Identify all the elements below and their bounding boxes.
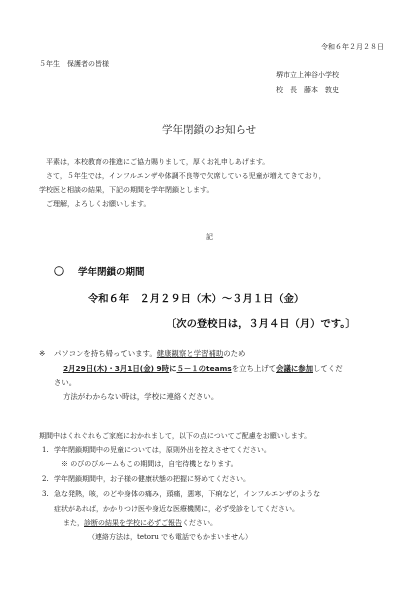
intro-line-4: ご理解，よろしくお願いします。 <box>46 200 151 208</box>
online-dates-time: 2月29日(木)・3月1日(金) 9時 <box>63 364 170 373</box>
contact-method: （連絡方法は，tetoru でも電話でもかまいません） <box>88 533 253 541</box>
pc-note-line-3: さい。 <box>54 378 77 387</box>
intro-line-2: さて，５年生では，インフルエンザや体調不良等で欠席している児童が増えてきており， <box>46 172 326 180</box>
notice-intro: 期間中はくれぐれもご家庭におかれまして，以下の点についてご配慮をお願いします。 <box>39 432 312 440</box>
report-diagnosis: 診断の結果を学校に必ずご報告 <box>84 519 182 527</box>
notice-item-2: 学年閉鎖期間中，お子様の健康状態の把握に努めてください。 <box>54 475 250 483</box>
health-check-study-support: 健康観察と学習補助 <box>156 349 224 358</box>
pc-note-line-4: 方法がわからない時は，学校に連絡ください。 <box>63 392 219 401</box>
notice-item-3-cont: 症状があれば，かかりつけ医や身近な医療機関に，必ず受診をしてください。 <box>54 505 299 513</box>
period-heading: 学年閉鎖の期間 <box>78 267 145 278</box>
teams-class-name: ５－１のteams <box>176 364 232 373</box>
principal-name: 校 長 藤本 敦史 <box>276 86 339 94</box>
notice-item-1-note: ※ のびのびルームもこの期間は，自宅待機となります。 <box>61 460 238 468</box>
join-meeting: 会議に参加 <box>276 364 314 373</box>
closure-dates: 令和６年 ２月２９日（木）～３月１日（金） <box>88 293 305 305</box>
notice-item-3: 急な発熱，咳，のどや身体の痛み，頭痛，悪寒，下痢など，インフルエンザのような <box>54 490 321 498</box>
recipient: ５年生 保護者の皆様 <box>39 60 109 68</box>
next-school-day: 〔次の登校日は，３月４日（月）です。〕 <box>166 318 356 330</box>
notice-item-3-num: 3. <box>42 490 49 498</box>
intro-line-3: 学校医と相談の結果，下記の期間を学年閉鎖とします。 <box>39 186 214 194</box>
pc-note-line-1: パソコンを持ち帰っています。健康観察と学習補助のため <box>54 349 246 358</box>
period-marker: 〇 <box>54 267 64 278</box>
notice-report-line: また，診断の結果を学校に必ずご報告ください。 <box>63 519 217 527</box>
document-title: 学年閉鎖のお知らせ <box>162 124 257 136</box>
school-name: 堺市立上神谷小学校 <box>276 71 339 79</box>
pc-note-line-2: 2月29日(木)・3月1日(金) 9時に５－１のteamsを立ち上げて会議に参加してくだ <box>63 364 343 373</box>
notice-item-1: 学年閉鎖期間中の児童については，原則外出を控えさせてください。 <box>54 446 271 454</box>
document-date: 令和６年２月２８日 <box>321 43 384 51</box>
note-mark: ※ <box>39 349 46 358</box>
ki-label: 記 <box>206 233 213 241</box>
intro-line-1: 平素は，本校教育の推進にご協力賜りまして，厚くお礼申しあげます。 <box>46 158 270 166</box>
notice-item-2-num: 2. <box>42 475 49 483</box>
notice-item-1-num: 1. <box>42 446 49 454</box>
